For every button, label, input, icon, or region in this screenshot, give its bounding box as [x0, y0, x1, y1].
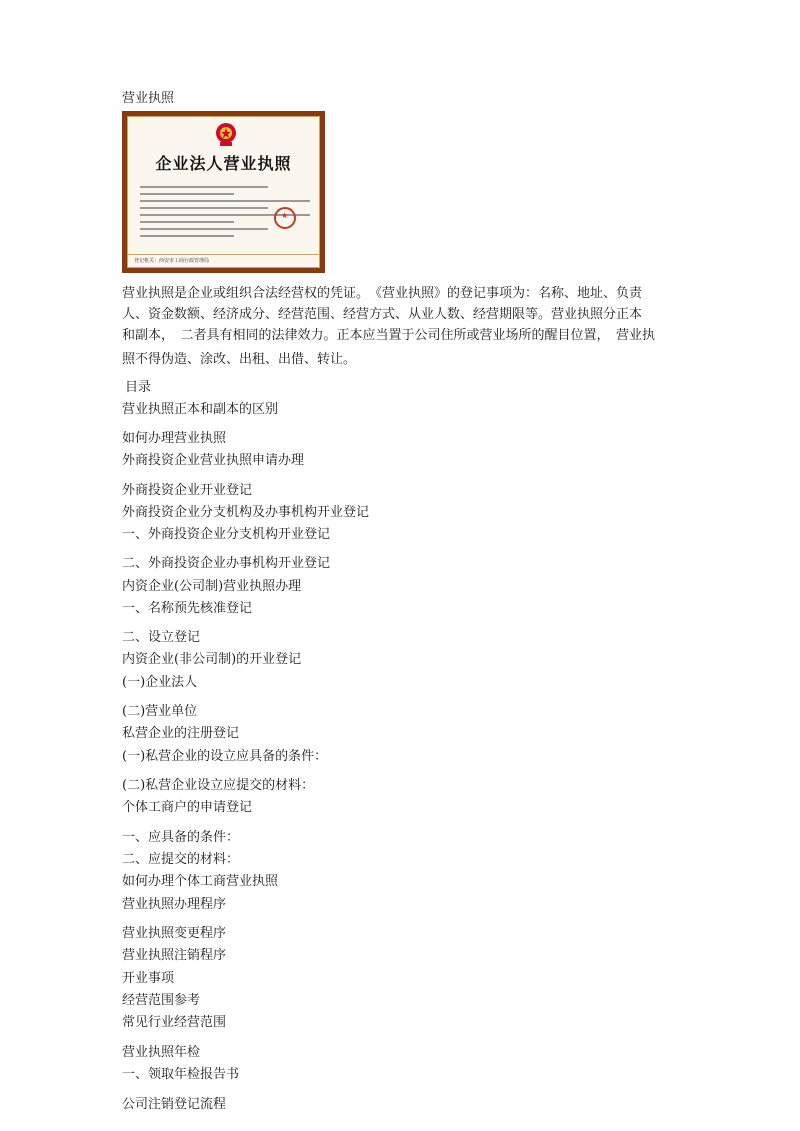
toc-item: 外商投资企业分支机构及办事机构开业登记 [122, 505, 370, 520]
toc-item: 一、名称预先核准登记 [122, 601, 253, 616]
registration-authority: 登记机关：西安市工商行政管理局 [128, 254, 319, 267]
toc-item: (一)私营企业的设立应具备的条件： [122, 749, 328, 764]
document-heading: 营业执照 [122, 91, 175, 106]
toc-item: 外商投资企业营业执照申请办理 [122, 453, 305, 468]
toc-item: 内资企业(公司制)营业执照办理 [122, 579, 302, 594]
toc-item: 如何办理营业执照 [122, 431, 227, 446]
toc-item: 开业事项 [122, 971, 175, 986]
certificate-title: 企业法人营业执照 [155, 154, 292, 173]
toc-title: 目录 [125, 380, 152, 395]
toc-item: (二)私营企业设立应提交的材料： [122, 778, 315, 793]
toc-item: 营业执照变更程序 [122, 926, 227, 941]
toc-item: 一、应具备的条件： [122, 830, 240, 845]
toc-item: 公司注销登记流程 [122, 1097, 227, 1112]
toc-item: 二、应提交的材料： [122, 852, 240, 867]
toc-item: 经营范围参考 [122, 993, 201, 1008]
intro-line: 营业执照是企业或组织合法经营权的凭证。 《营业执照》的登记事项为：名称、地址、负责 [122, 286, 643, 301]
toc-item: 营业执照正本和副本的区别 [122, 402, 279, 417]
intro-line: 和副本， 二者具有相同的法律效力。正本应当置于公司住所或营业场所的醒目位置， 营业执 [122, 328, 656, 343]
toc-item: (二)营业单位 [122, 704, 198, 719]
toc-item: 二、设立登记 [122, 630, 201, 645]
toc-item: 营业执照年检 [122, 1045, 201, 1060]
official-seal-icon [274, 207, 296, 229]
toc-item: 一、领取年检报告书 [122, 1067, 240, 1082]
toc-item: (一)企业法人 [122, 675, 198, 690]
toc-item: 私营企业的注册登记 [122, 726, 240, 741]
national-emblem-icon [215, 121, 237, 147]
toc-item: 如何办理个体工商营业执照 [122, 874, 279, 889]
license-paper [127, 116, 320, 268]
business-license-image [122, 111, 325, 273]
toc-item: 外商投资企业开业登记 [122, 483, 253, 498]
intro-line: 人、资金数额、经济成分、经营范围、经营方式、从业人数、经营期限等。营业执照分正本 [122, 307, 643, 322]
toc-item: 营业执照注销程序 [122, 948, 227, 963]
toc-item: 营业执照办理程序 [122, 897, 227, 912]
toc-item: 个体工商户的申请登记 [122, 800, 253, 815]
intro-line: 照不得伪造、涂改、出租、出借、转让。 [122, 352, 357, 367]
toc-item: 常见行业经营范围 [122, 1015, 227, 1030]
toc-item: 内资企业(非公司制)的开业登记 [122, 652, 302, 667]
toc-item: 一、外商投资企业分支机构开业登记 [122, 527, 331, 542]
toc-item: 二、外商投资企业办事机构开业登记 [122, 556, 331, 571]
intro-paragraph [122, 283, 692, 370]
